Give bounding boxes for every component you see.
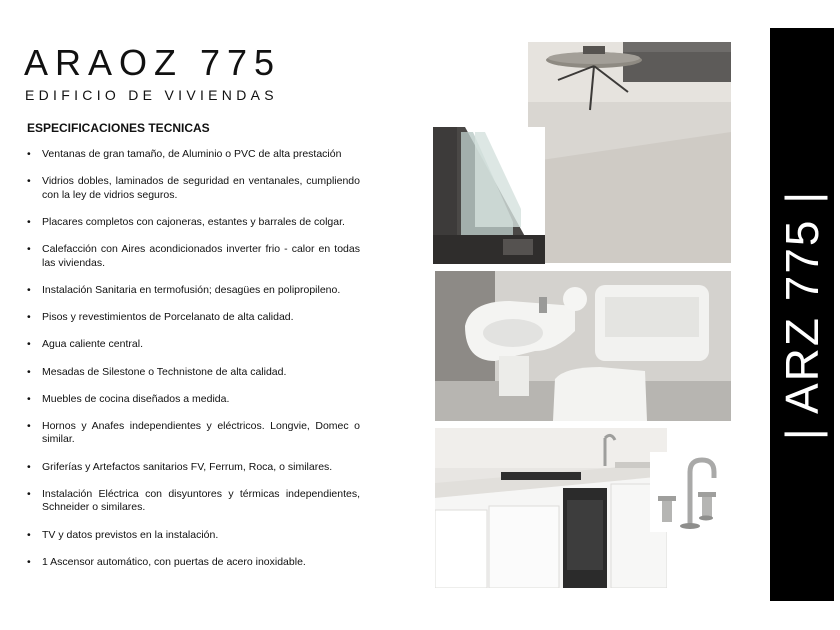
- spec-item: • Agua caliente central.: [27, 338, 360, 352]
- spec-item: • Muebles de cocina diseñados a medida.: [27, 393, 360, 407]
- faucet-photo: [650, 452, 722, 532]
- living-room-photo: [528, 42, 731, 263]
- spec-item: • Mesadas de Silestone o Technistone de alta calidad.: [27, 366, 360, 380]
- spec-item: • Instalación Sanitaria en termofusión; desagües en polipropileno.: [27, 284, 360, 298]
- page-subtitle: EDIFICIO DE VIVIENDAS: [25, 87, 278, 103]
- spec-item: • Instalación Eléctrica con disyuntores y térmicas independientes, Schneider o similares.: [27, 488, 360, 515]
- page-title: ARAOZ 775: [24, 42, 282, 83]
- spec-item: • Vidrios dobles, laminados de seguridad en ventanales, cumpliendo con la ley de vidrios seguros.: [27, 175, 360, 202]
- spec-item: • Hornos y Anafes independientes y eléctricos. Longvie, Domec o similar.: [27, 420, 360, 447]
- specs-list: [27, 148, 360, 583]
- sidebar-band: [770, 28, 834, 601]
- spec-item: • Griferías y Artefactos sanitarios FV, Ferrum, Roca, o similares.: [27, 461, 360, 475]
- kitchen-photo: [435, 428, 667, 588]
- spec-item: • 1 Ascensor automático, con puertas de acero inoxidable.: [27, 556, 360, 570]
- spec-item: • Placares completos con cajoneras, estantes y barrales de colgar.: [27, 216, 360, 230]
- specs-heading: ESPECIFICACIONES TECNICAS: [27, 121, 210, 135]
- spec-item: • Pisos y revestimientos de Porcelanato de alta calidad.: [27, 311, 360, 325]
- spec-item: • Calefacción con Aires acondicionados inverter frio - calor en todas las viviendas.: [27, 243, 360, 270]
- spec-item: • Ventanas de gran tamaño, de Aluminio o PVC de alta prestación: [27, 148, 360, 162]
- window-profile-photo: [433, 127, 545, 264]
- bathroom-photo: [435, 271, 731, 421]
- spec-item: • TV y datos previstos en la instalación.: [27, 529, 360, 543]
- sidebar-label: | ARZ 775 |: [776, 189, 828, 440]
